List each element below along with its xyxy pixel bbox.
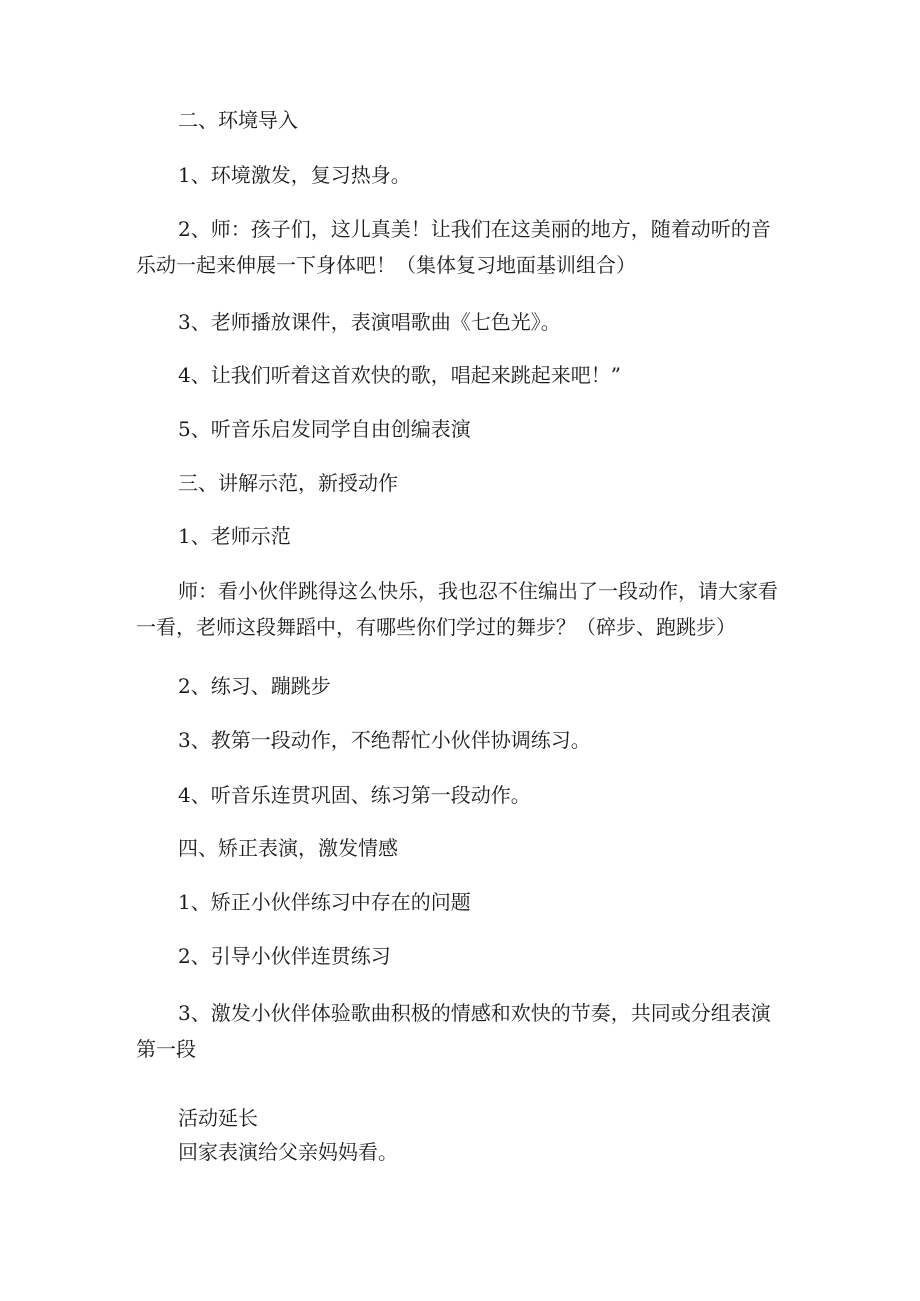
paragraph: 4、让我们听着这首欢快的歌，唱起来跳起来吧！” [178,363,621,387]
paragraph: 2、师：孩子们，这儿真美！让我们在这美丽的地方，随着动听的音乐动一起来伸展一下身体吧！（集体复习地面基训组合） [136,217,771,277]
paragraph: 回家表演给父亲妈妈看。 [178,1140,398,1164]
paragraph: 师：看小伙伴跳得这么快乐，我也忍不住编出了一段动作，请大家看一看，老师这段舞蹈中，有哪些你们学过的舞步？（碎步、跑跳步） [136,579,778,639]
paragraph: 3、激发小伙伴体验歌曲积极的情感和欢快的节奏，共同或分组表演第一段 [136,1001,771,1061]
paragraph: 1、环境激发，复习热身。 [178,163,411,187]
section-heading-extension: 活动延长 [178,1106,258,1130]
section-heading-3: 三、讲解示范，新授动作 [178,471,398,495]
paragraph: 3、老师播放课件，表演唱歌曲《七色光》。 [178,310,561,334]
section-heading-4: 四、矫正表演，激发情感 [178,836,398,860]
paragraph: 2、练习、蹦跳步 [178,674,331,698]
paragraph: 2、引导小伙伴连贯练习 [178,944,391,968]
paragraph: 1、老师示范 [178,524,291,548]
paragraph: 4、听音乐连贯巩固、练习第一段动作。 [178,783,531,807]
section-heading-2: 二、环境导入 [178,108,298,132]
paragraph: 1、矫正小伙伴练习中存在的问题 [178,890,471,914]
paragraph: 3、教第一段动作，不绝帮忙小伙伴协调练习。 [178,728,591,752]
paragraph: 5、听音乐启发同学自由创编表演 [178,417,471,441]
